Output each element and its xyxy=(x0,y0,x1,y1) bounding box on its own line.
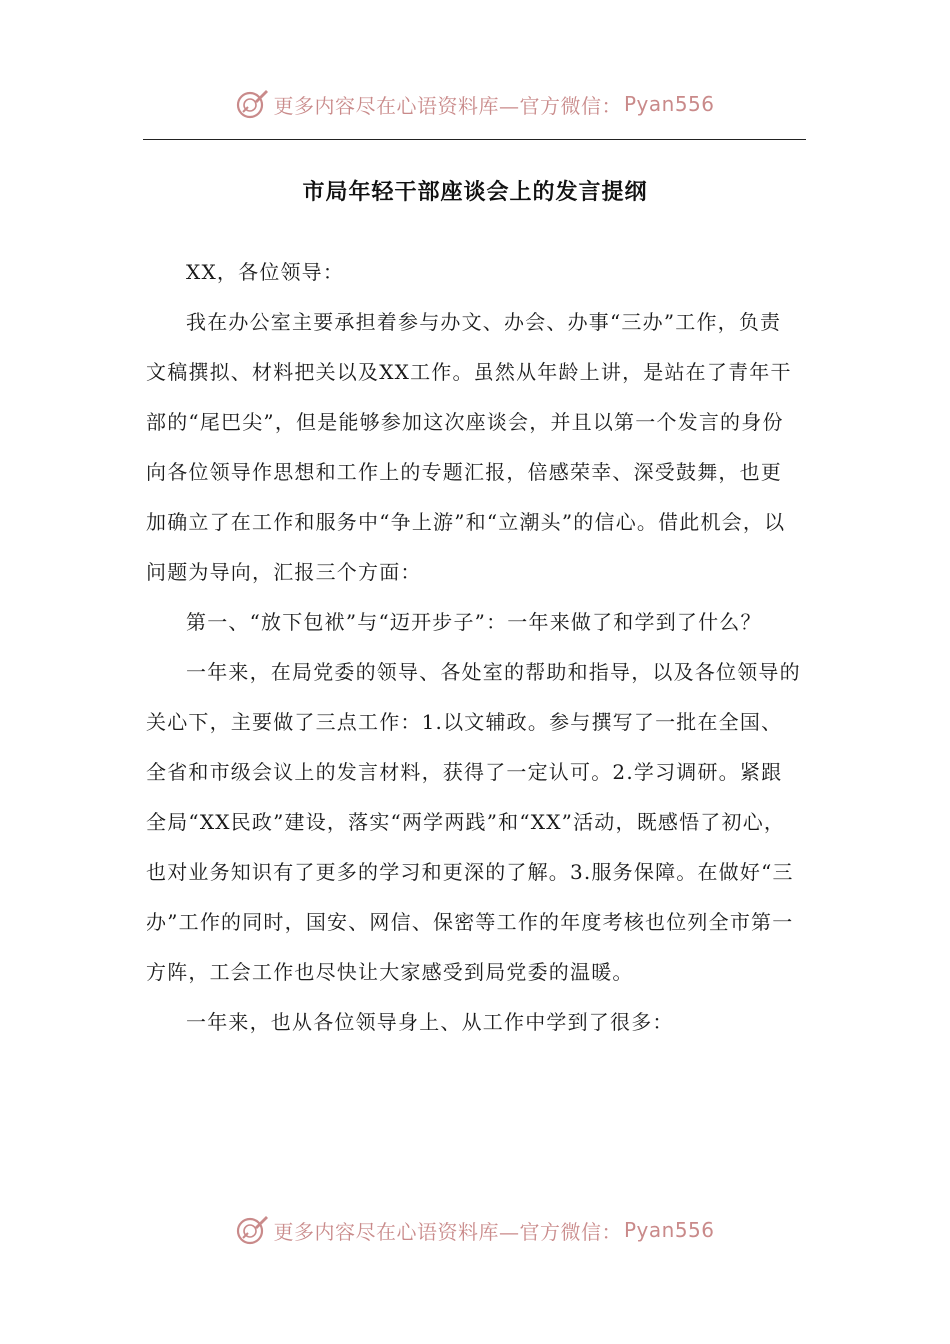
intro-paragraph: 我在办公室主要承担着参与办文、办会、办事“三办”工作，负责文稿撰拟、材料把关以及XX工作。虽然从年龄上讲，是站在了青年干部的“尾巴尖”，但是能够参加这次座谈会，并且以第一个发言的身份向各位领导作思想和工作上的专题汇报，倍感荣幸、深受鼓舞，也更加确立了在工作和服务中“争上游”和“立潮头”的信心。借此机会，以问题为导向，汇报三个方面： xyxy=(146,310,792,584)
watermark-wechat-id: Pyan556 xyxy=(623,1218,715,1242)
header-watermark xyxy=(0,82,950,126)
work-summary-paragraph: 一年来，在局党委的领导、各处室的帮助和指导，以及各位领导的关心下，主要做了三点工作：1.以文辅政。参与撰写了一批在全国、全省和市级会议上的发言材料，获得了一定认可。2.学习调研。紧跟全局“XX民政”建设，落实“两学两践”和“XX”活动，既感悟了初心，也对业务知识有了更多的学习和更深的了解。3.服务保障。在做好“三办”工作的同时，国安、网信、保密等工作的年度考核也位列全市第一方阵，工会工作也尽快让大家感受到局党委的温暖。 xyxy=(146,660,801,984)
watermark-text: 更多内容尽在心语资料库—官方微信： xyxy=(273,1219,622,1244)
pen-logo-icon xyxy=(235,87,269,121)
header-divider xyxy=(143,139,806,140)
document-title: 市局年轻干部座谈会上的发言提纲 xyxy=(302,180,648,205)
watermark-wechat-id: Pyan556 xyxy=(623,92,715,116)
pen-logo-icon xyxy=(235,1213,269,1247)
footer-watermark xyxy=(0,1208,950,1252)
section-heading-1: 第一、“放下包袱”与“迈开步子”：一年来做了和学到了什么？ xyxy=(186,610,762,634)
watermark-text: 更多内容尽在心语资料库—官方微信： xyxy=(273,93,622,118)
learning-paragraph: 一年来，也从各位领导身上、从工作中学到了很多： xyxy=(186,1010,674,1034)
document-body xyxy=(146,247,802,1047)
salutation-paragraph: XX，各位领导： xyxy=(186,260,345,284)
